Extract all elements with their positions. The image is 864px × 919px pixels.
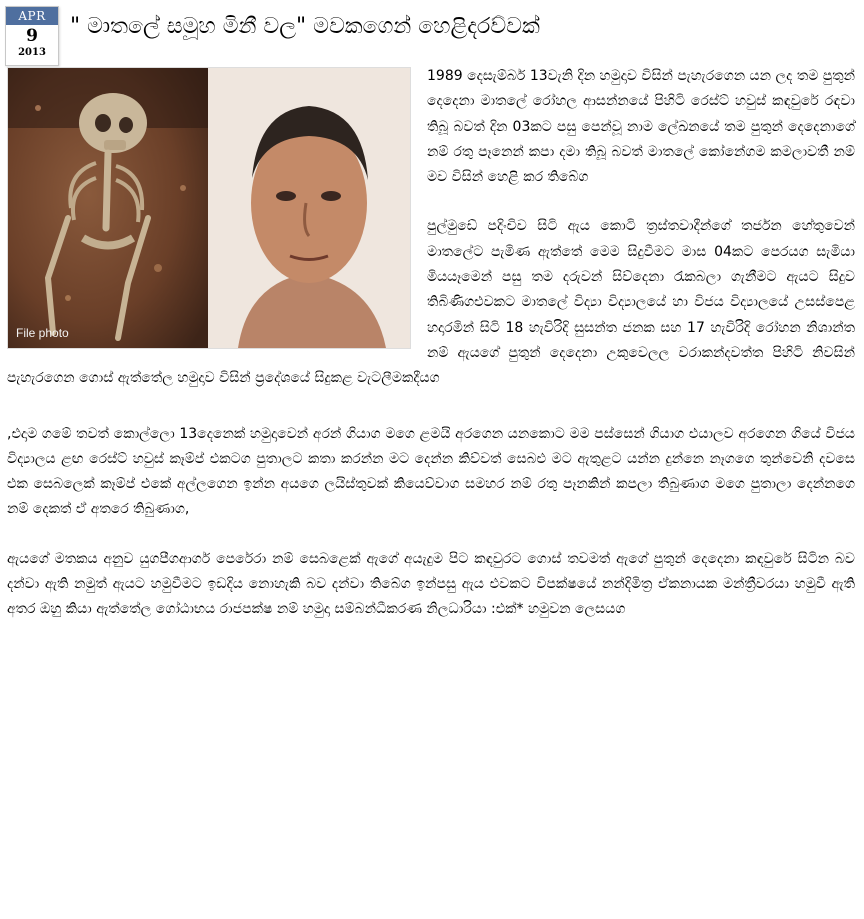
article-body [7,64,855,647]
paragraph-1: 1989 දෙසැම්බර් 13වැනි දින හමුදාව විසින් පැහැරගෙන යන ලද තම පුතුන් දෙදෙනා මාතලේ රෝහල ආසන්නයේ පිහිටි රෙස්ට් හවුස් කඳවුරේ රඳවා තිබූ බවත් දින 03කට පසු පෙන්වූ නාම ලේඛනයේ තම පුතුන් දෙදෙනාගේ නම් රතු පෑනෙන් කපා දමා තිබූ බවත් මාතලේ කෝනේගම කමලාවතී නම් මව විසින් හෙළි කර තිබේග [427,68,855,186]
paragraph-4: ඇයගේ මතකය අනුව යුගපීගආර්ග පෙරේරා නම් සෙබළෙක් ඇගේ අයැදුම පිට කඳවුරට ගොස් තවමත් ඇගේ පුතුන් දෙදෙනා කඳවුරේ සිටින බව දන්වා ඇති නමුත් ඇයට හමුවීමට ඉඩදිය නොහැකි බව දන්වා තිබේග ඉන්පසු ඇය එවකට විපක්ෂයේ නන්දිමිත්‍ර ඒකනායක මන්ත්‍රීවරයා හමුවී ඇති අතර ඔහු කියා ඇත්තේල ගෝඨාභය රාජපක්ෂ නම් හමුදා සම්බන්ධීකරණ නිලධාරියා :එක්* හමුවන ලෙසයග [7,550,855,618]
date-year: 2013 [18,47,46,58]
date-day: 9 [26,26,38,46]
paragraph-3: ,එදාම ගමේ තවත් කොල්ලො 13දෙනෙක් හමුදාවෙන් අරන් ගියාග මගෙ ළමයි අරගෙන යනකොට මම පස්සෙන් ගියාග එයාලව අරගෙන ගියේ විජය විද්‍යාලය ළඟ රෙස්ට් හවුස් කෑම්ප් එකටග පුතාලට කතා කරන්න මට දෙන්න කිව්වත් සෙබළු මට ඇතුළට යන්න දුන්නෙ නෑගගෙ තුන්වෙනි දවසෙ එක සෙබලෙක් කෑම්ප් එකේ අල්ලගෙන ඉන්න අයගෙ ලයිස්තුවක් කියෙව්වාග සමහර නම් රතු පෑනකින් කපලා තිබුණාග මගෙ පුතාලා දෙන්නගෙ නම් දෙකත් ඒ අතරෙ තිබුණාග, [7,425,855,518]
photo-spacer [7,64,417,356]
paragraph-2: පුල්මුඩේ පදිංචිව සිටි ඇය කොටි ත්‍රස්තවාදීන්ගේ තර්ජන හේතුවෙන් මාතලේට පැමිණ ඇත්තේ මෙම සිදුවීමට මාස 04කට පෙරයග සැමියා මියයෑමෙන් පසු තම දරුවන් සිව්දෙනා රැකබලා ගැනීමට ඇයට සිදුව තිබිණිගඑවකට මාතලේ විද්‍යා විද්‍යාලයේ හා විජය විද්‍යාලයේ උසස්පෙළ හදාරමින් සිටි 18 හැවිරිදි සුසන්ත ජනක සහ 17 හැවිරිදි රෝහන නිශාන්ත නම් ඇයගේ පුතුන් දෙදෙනා උකුවෙලල වරාකන්දවත්ත පිහිටි නිවසින් පැහැරගෙන ගොස් ඇත්තේල හමුදාව විසින් ප්‍රදේශයේ සිදුකළ වැටලීමකදීයග [7,218,855,387]
article-title: " මාතලේ සමූහ මිනී වල" මවකගෙන් හෙළිදරව්වක් [70,14,540,39]
date-badge [5,6,59,66]
date-month: APR [6,7,58,25]
photo-caption: File photo [16,326,69,340]
